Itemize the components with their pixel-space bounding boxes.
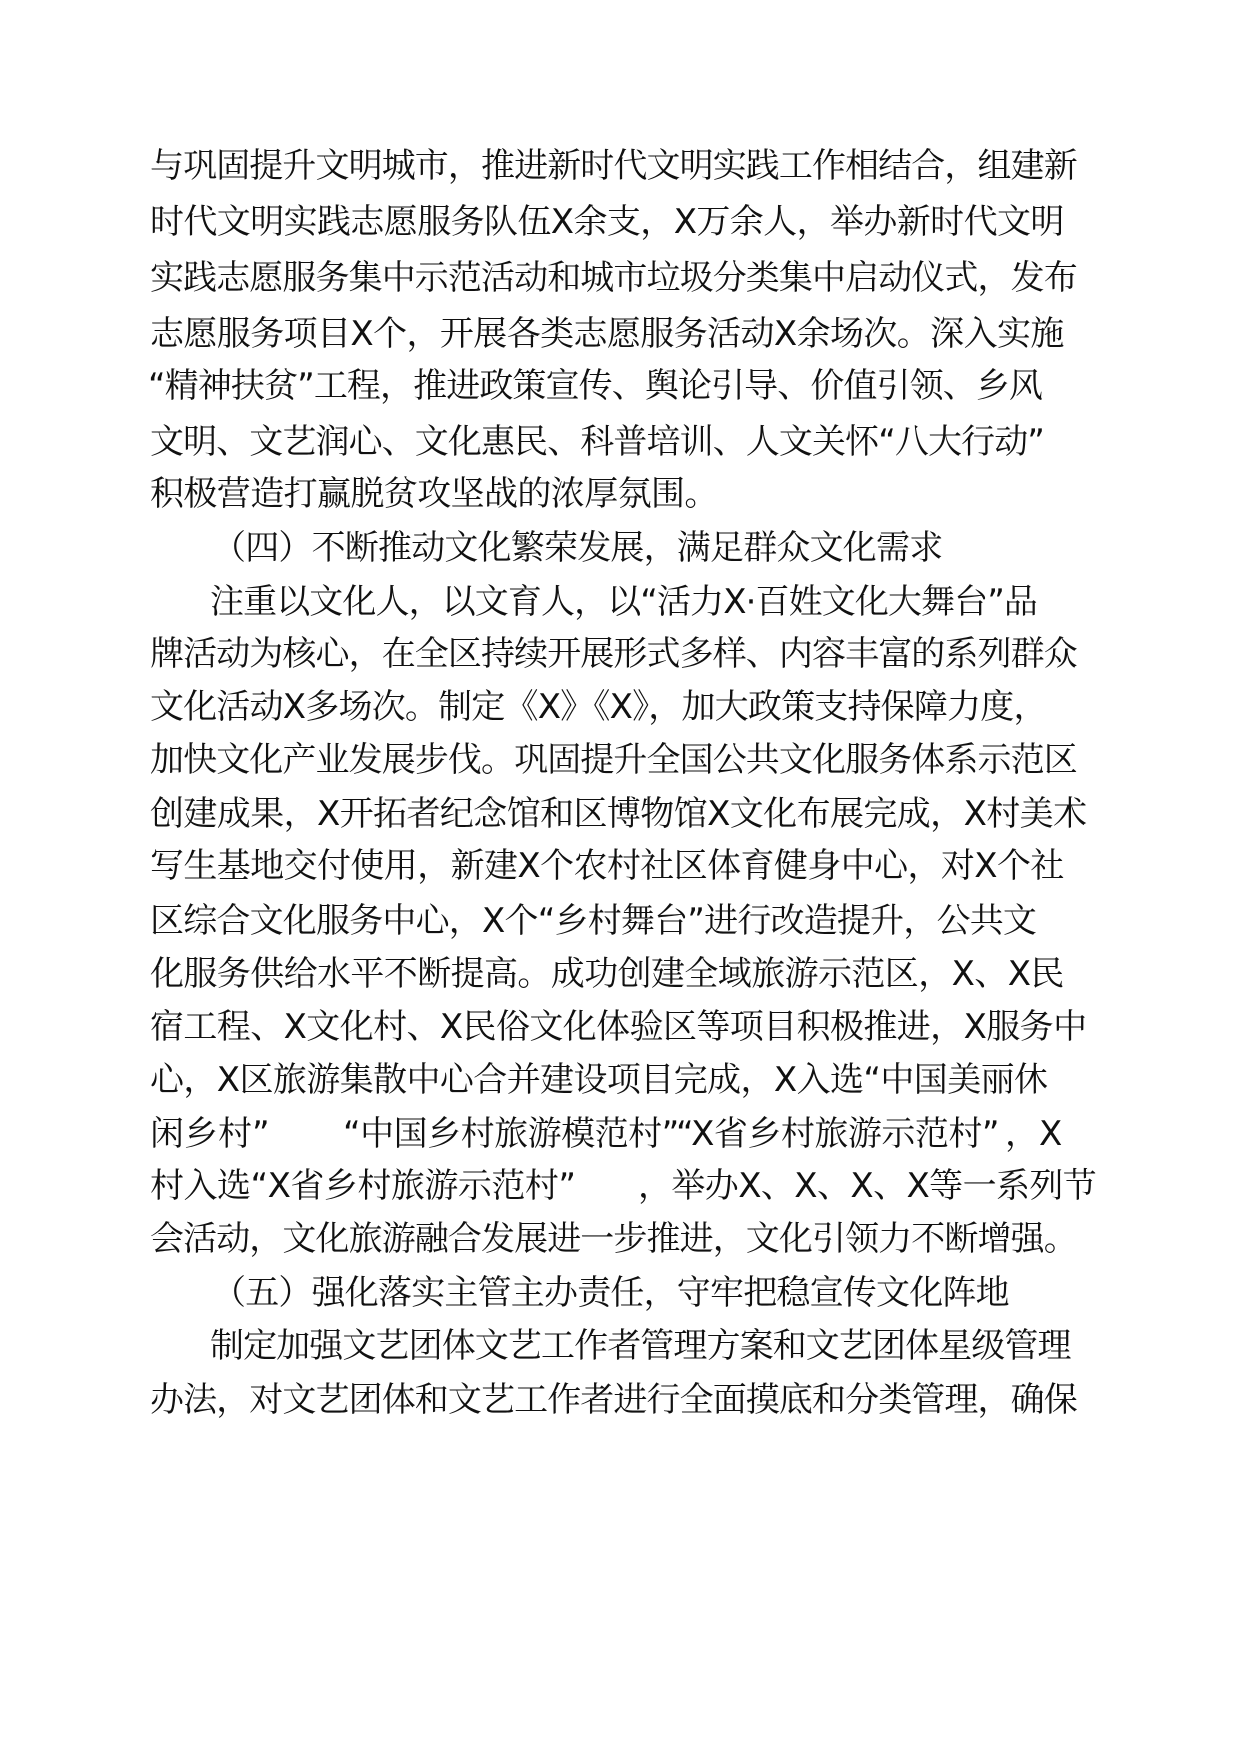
text-line: 心，X区旅游集散中心合并建设项目完成，X入选“中国美丽休 bbox=[150, 1060, 1048, 1100]
section-heading bbox=[0, 517, 1240, 579]
text-segment: 村入选“X省乡村旅游示范村” bbox=[150, 1166, 576, 1206]
text-line: 积极营造打赢脱贫攻坚战的浓厚氛围。 bbox=[150, 474, 718, 514]
text-line: 志愿服务项目X个，开展各类志愿服务活动X余场次。深入实施 bbox=[150, 314, 1064, 354]
body-line bbox=[0, 135, 1240, 197]
heading-text: （五）强化落实主管主办责任，守牢把稳宣传文化阵地 bbox=[212, 1273, 1009, 1313]
text-line: 会活动，文化旅游融合发展进一步推进，文化引领力不断增强。 bbox=[150, 1219, 1077, 1259]
text-segment: “中国乡村旅游模范村” bbox=[343, 1114, 679, 1154]
text-line: 化服务供给水平不断提高。成功创建全域旅游示范区，X、X民 bbox=[150, 954, 1064, 994]
body-line bbox=[0, 835, 1240, 897]
text-line: 办法，对文艺团体和文艺工作者进行全面摸底和分类管理，确保 bbox=[150, 1380, 1077, 1420]
text-line: 实践志愿服务集中示范活动和城市垃圾分类集中启动仪式，发布 bbox=[150, 258, 1077, 298]
text-line: 创建成果，X开拓者纪念馆和区博物馆X文化布展完成，X村美术 bbox=[150, 794, 1087, 834]
text-line: “精神扶贫”工程，推进政策宣传、舆论引导、价值引领、乡风 bbox=[148, 366, 1043, 406]
body-line bbox=[0, 355, 1240, 417]
body-line bbox=[0, 1049, 1240, 1111]
body-line bbox=[0, 729, 1240, 791]
text-line: 时代文明实践志愿服务队伍X余支，X万余人，举办新时代文明 bbox=[150, 202, 1064, 242]
text-segment: 闲乡村” bbox=[150, 1114, 270, 1154]
body-line bbox=[0, 1315, 1240, 1377]
text-line: 与巩固提升文明城市，推进新时代文明实践工作相结合，组建新 bbox=[150, 146, 1077, 186]
text-line: 牌活动为核心，在全区持续开展形式多样、内容丰富的系列群众 bbox=[150, 634, 1077, 674]
text-line: 注重以文化人，以文育人，以“活力X·百姓文化大舞台”品 bbox=[210, 582, 1038, 622]
text-line: 加快文化产业发展步伐。巩固提升全国公共文化服务体系示范区 bbox=[150, 740, 1077, 780]
body-line bbox=[0, 1208, 1240, 1270]
text-line: 文明、文艺润心、文化惠民、科普培训、人文关怀“八大行动” bbox=[150, 422, 1045, 462]
text-segment: ，举办X、X、X、X等一系列节 bbox=[638, 1166, 1097, 1206]
text-line: 区综合文化服务中心，X个“乡村舞台”进行改造提升，公共文 bbox=[150, 901, 1037, 941]
body-line bbox=[0, 247, 1240, 309]
text-line: 宿工程、X文化村、X民俗文化体验区等项目积极推进，X服务中 bbox=[150, 1007, 1087, 1047]
text-segment: ，X bbox=[1005, 1114, 1063, 1154]
text-line: 文化活动X多场次。制定《X》《X》，加大政策支持保障力度， bbox=[150, 687, 1047, 727]
text-segment: “X省乡村旅游示范村” bbox=[676, 1114, 1000, 1154]
text-line: 写生基地交付使用，新建X个农村社区体育健身中心，对X个社 bbox=[150, 846, 1064, 886]
text-line: 制定加强文艺团体文艺工作者管理方案和文艺团体星级管理 bbox=[210, 1326, 1071, 1366]
body-line bbox=[0, 1369, 1240, 1431]
heading-text: （四）不断推动文化繁荣发展，满足群众文化需求 bbox=[212, 528, 943, 568]
body-line bbox=[0, 463, 1240, 525]
body-line bbox=[0, 191, 1240, 253]
